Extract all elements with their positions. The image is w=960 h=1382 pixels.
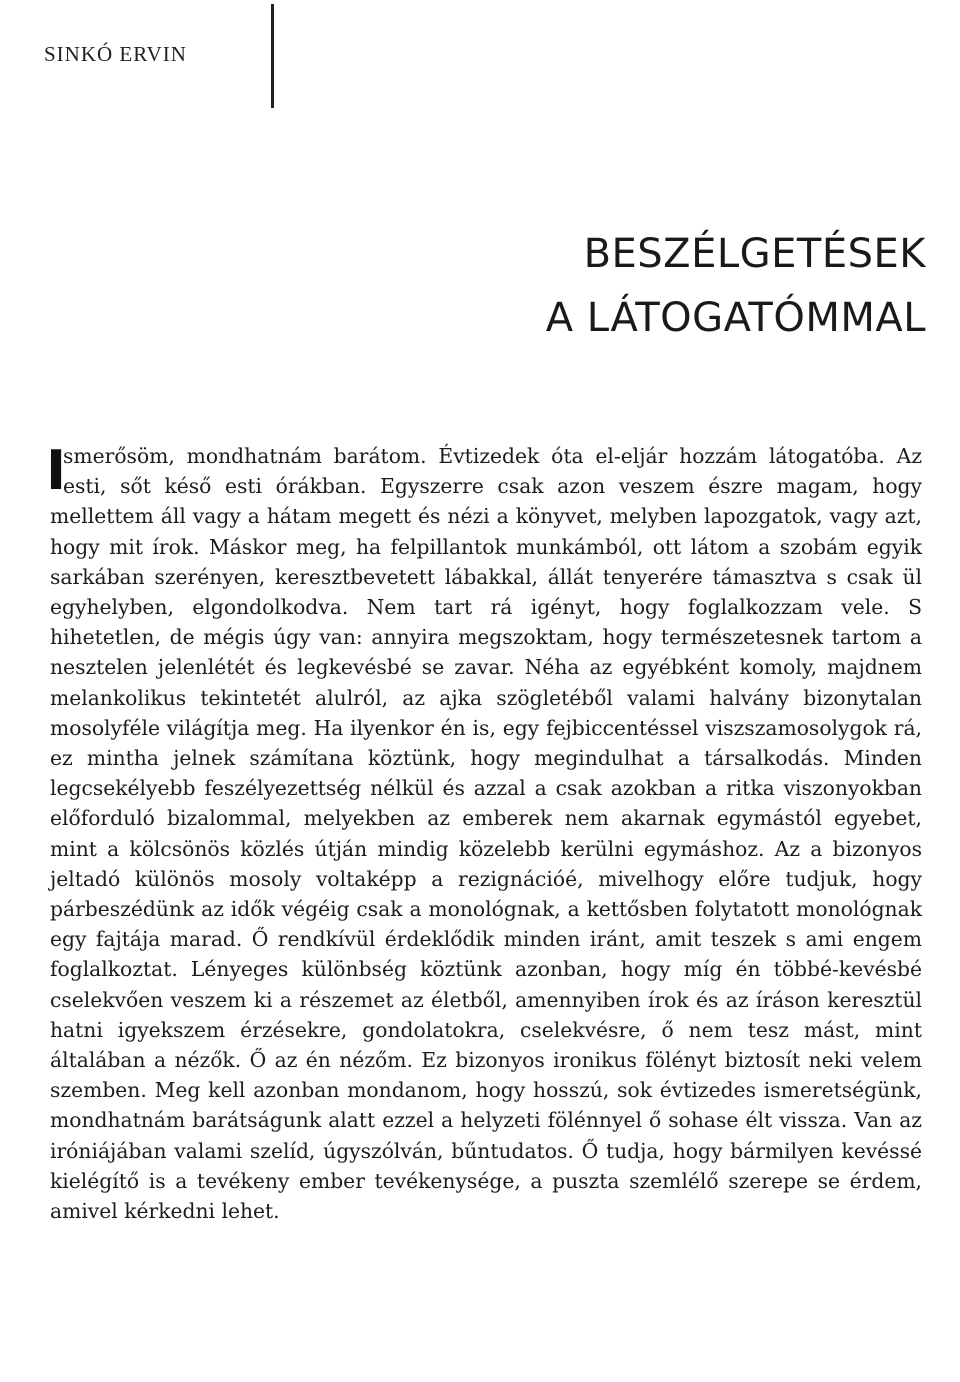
article-paragraph: smerősöm, mondhatnám barátom. Évtizedek óta el-eljár hozzám látogatóba. Az esti, sőt késő esti órákban. Egyszerre csak azon veszem észre magam, hogy mellettem áll vagy a hátam megett és nézi a könyvet, melyben lapozgatok, vagy azt, hogy mit írok. Máskor meg, ha felpillantok munkámból, ott látom a szobám egyik sarkában szerényen, keresztbevetett lábakkal, állát tenyerére támasztva s csak ül egyhelyben, elgondolkodva. Nem tart rá igényt, hogy foglalkozzam vele. S hihetetlen, de mégis úgy van: annyira megszoktam, hogy természetesnek tartom a nesztelen jelenlétét és legkevésbé se zavar. Néha az egyébként komoly, majdnem melankolikus tekintetét alulról, az ajka szögletéből valami halvány bizonytalan mosolyféle világítja meg. Ha ilyenkor én is, egy fejbiccentéssel viszszamosolygok rá, ez mintha jelnek számítana köztünk, hogy megindulhat a társalkodás. Minden legcsekélyebb feszélyezettség nélkül és azzal a csak azokban a ritka viszonyokban előforduló bizalommal, melyekben az emberek nem akarnak egymástól egyebet, mint a kölcsönös közlés útján mindig közelebb kerülni egymáshoz. Az a bizonyos jeltadó különös mosoly voltaképp a rezignációé, mivelhogy előre tudjuk, hogy párbeszédünk az idők végéig csak a monológnak, a kettősben folytatott monológnak egy fajtája marad. Ő rendkívül érdeklődik minden iránt, amit teszek s ami engem foglalkoztat. Lényeges különbség köztünk azonban, hogy míg én többé-kevésbé cselekvően veszem ki a részemet az életből, amennyiben írok és az íráson keresztül hatni igyekszem érzésekre, gondolatokra, cselekvésre, ő nem tesz mást, mint általában a nézők. Ő az én nézőm. Ez bizonyos ironikus fölényt biztosít neki velem szemben. Meg kell azonban mondanom, hogy hosszú, sok évtizedes ismeretségünk, mondhatnám barátságunk alatt ezzel a helyzeti fölénnyel ő sohase élt vissza. Van az iróniájában valami szelíd, úgyszólván, bűntudatos. Ő tudja, hogy bármilyen kevéssé kielégítő is a tevékeny ember tevékenysége, a puszta szemlélő szerepe se érdem, amivel kérkedni lehet. xyxy=(50,444,922,1224)
article-body xyxy=(46,439,922,1226)
title-line-2: A LÁTOGATÓMMAL xyxy=(545,295,926,341)
drop-cap: I xyxy=(46,439,67,502)
title-line-1: BESZÉLGETÉSEK xyxy=(583,231,926,277)
article-title xyxy=(546,222,926,350)
author-name: SINKÓ ERVIN xyxy=(44,42,187,66)
vertical-rule xyxy=(271,4,274,108)
